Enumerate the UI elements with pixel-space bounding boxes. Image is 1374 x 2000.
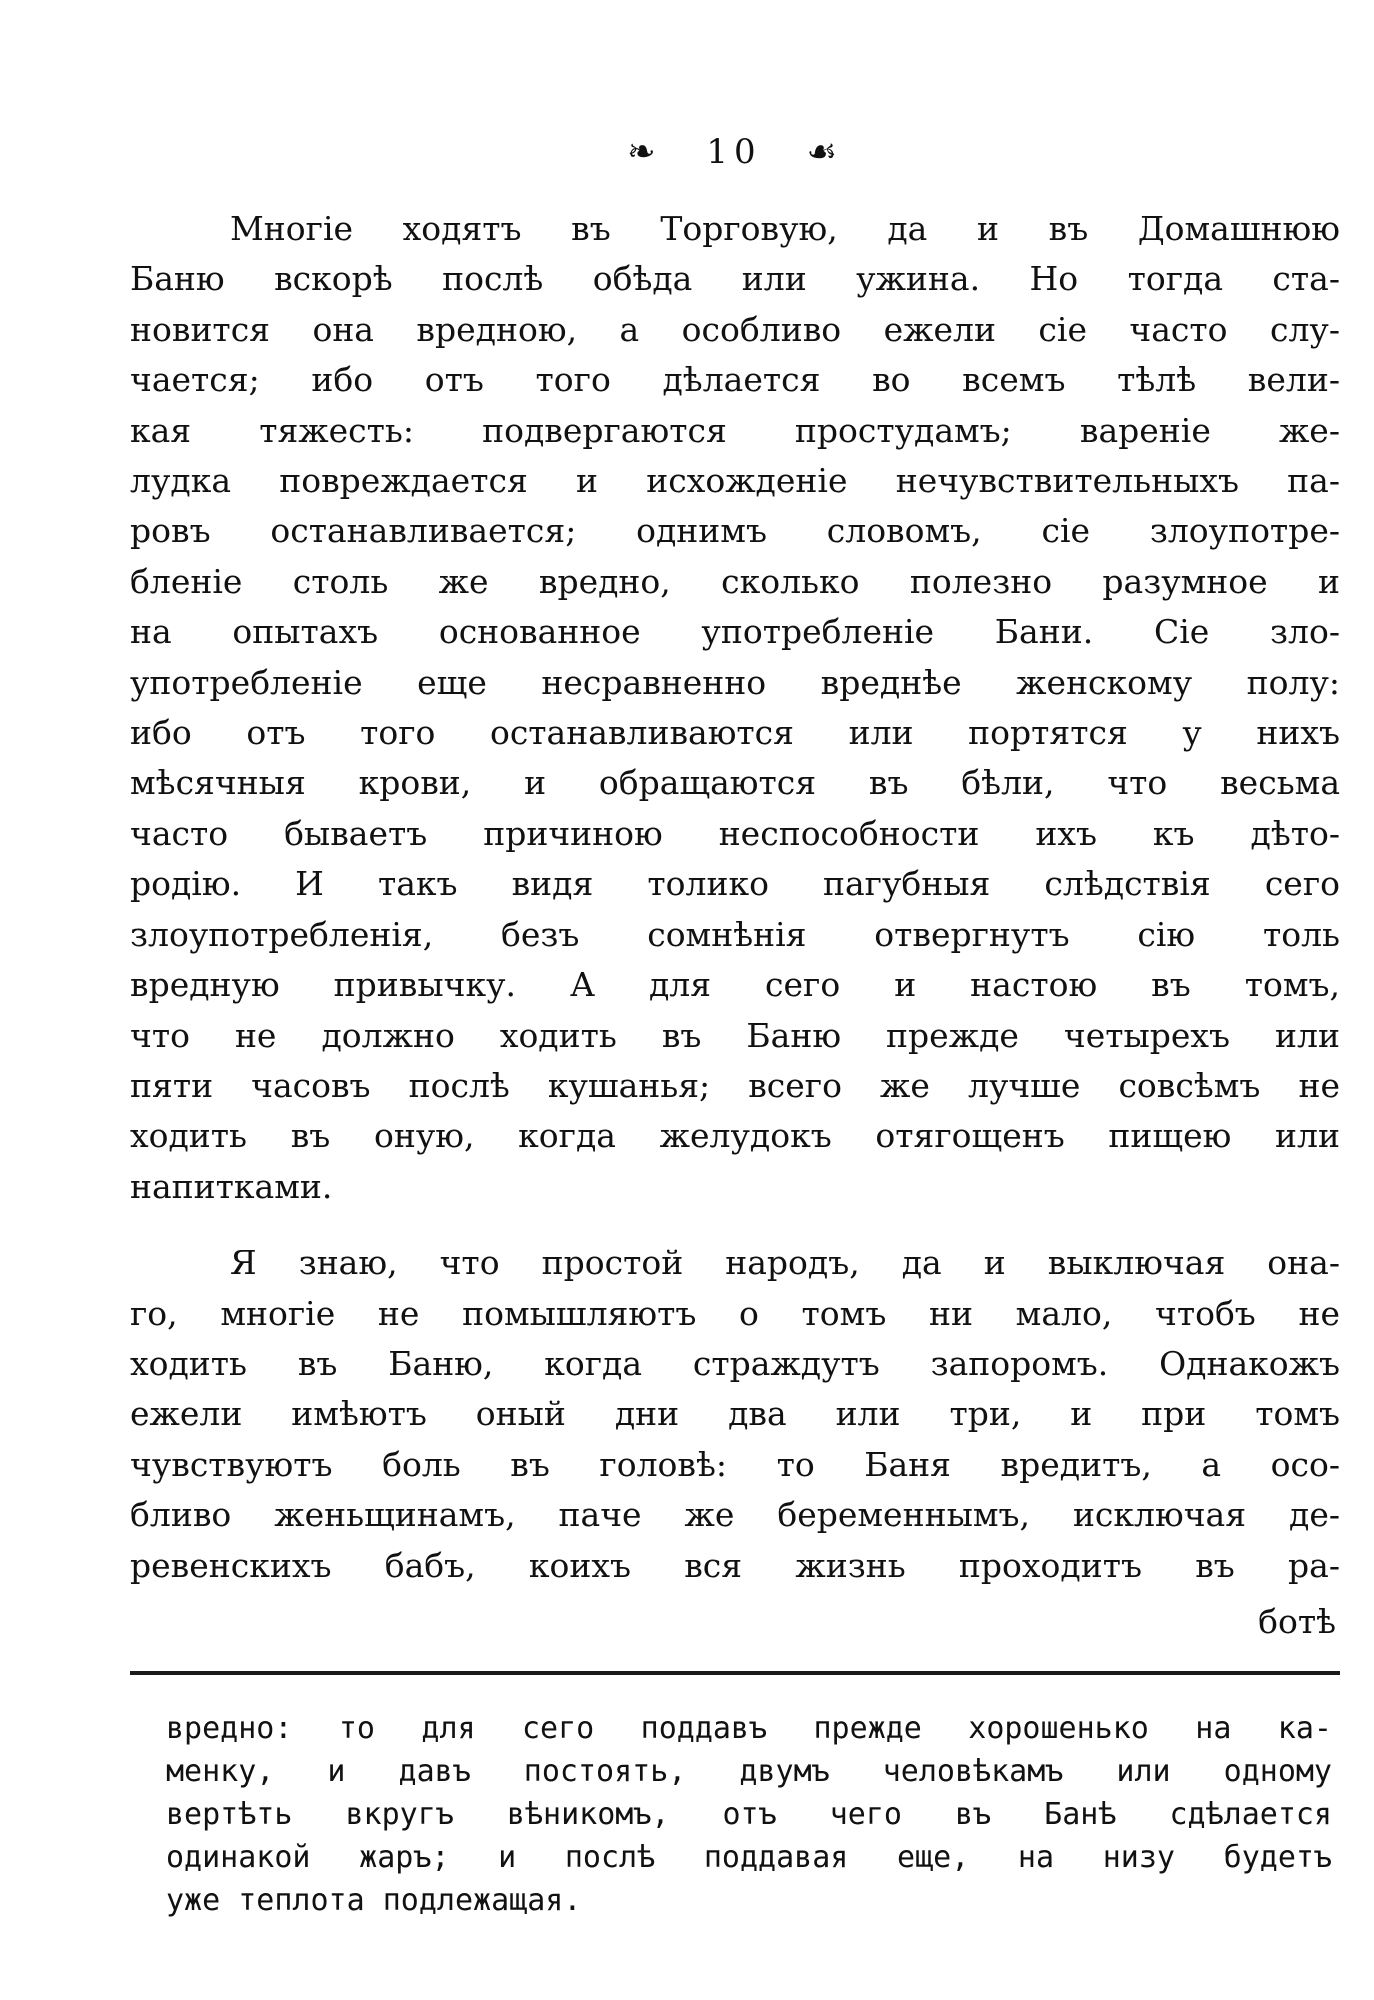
- footnote-line: менку, и давъ постоять, двумъ человѣкамъ или одному: [166, 1753, 1332, 1789]
- text-line: чувствуютъ боль въ головѣ: то Баня вредитъ, а осо-: [130, 1444, 1340, 1484]
- footnote-line: вертѣть вкругъ вѣникомъ, отъ чего въ Банѣ сдѣлается: [166, 1796, 1332, 1832]
- footnote-divider: [130, 1671, 1340, 1675]
- text-line: пяти часовъ послѣ кушанья; всего же лучше совсѣмъ не: [130, 1065, 1340, 1105]
- text-line: ходить въ оную, когда желудокъ отягощенъ пищею или: [130, 1116, 1340, 1156]
- text-line: лудка повреждается и исхожденіе нечувствительныхъ па-: [130, 461, 1340, 501]
- text-line: ходить въ Баню, когда страждутъ запоромъ. Однакожъ: [130, 1343, 1340, 1383]
- text-line: бленіе столь же вредно, сколько полезно разумное и: [130, 561, 1340, 601]
- text-line: часто бываетъ причиною неспособности ихъ къ дѣто-: [130, 813, 1340, 853]
- text-line: кая тяжесть: подвергаются простудамъ; вареніе же-: [130, 410, 1340, 450]
- text-line: употребленіе еще несравненно вреднѣе женскому полу:: [130, 662, 1340, 702]
- text-line: ревенскихъ бабъ, коихъ вся жизнь проходитъ въ ра-: [130, 1545, 1340, 1585]
- text-line: злоупотребленія, безъ сомнѣнія отвергнутъ сію толь: [130, 914, 1340, 954]
- footnote-line: одинакой жаръ; и послѣ поддавая еще, на низу будетъ: [166, 1839, 1332, 1875]
- text-line: бливо женьщинамъ, паче же беременнымъ, исключая де-: [130, 1495, 1340, 1535]
- paragraph-1: [130, 204, 1340, 1212]
- text-line: что не должно ходить въ Баню прежде четырехъ или: [130, 1015, 1340, 1055]
- book-page: [130, 110, 1340, 1970]
- text-line: ежели имѣютъ оный дни два или три, и при томъ: [130, 1394, 1340, 1434]
- text-line: ровъ останавливается; однимъ словомъ, сіе злоупотре-: [130, 511, 1340, 551]
- page-header: [130, 110, 1340, 190]
- text-line: Я знаю, что простой народъ, да и выключая она-: [230, 1243, 1340, 1283]
- text-line: новится она вредною, а особливо ежели сіе часто слу-: [130, 309, 1340, 349]
- footnote-line: уже теплота подлежащая.: [166, 1882, 582, 1918]
- text-line: мѣсячныя крови, и обращаются въ бѣли, что весьма: [130, 763, 1340, 803]
- left-ornament-icon: ❧: [627, 132, 662, 172]
- text-line: напитками.: [130, 1166, 333, 1206]
- footnote: [130, 1707, 1340, 1922]
- catchword: ботѣ: [1258, 1601, 1336, 1641]
- text-line: Многіе ходятъ въ Торговую, да и въ Домашнюю: [230, 209, 1340, 248]
- text-line: Баню вскорѣ послѣ обѣда или ужина. Но тогда ста-: [130, 259, 1340, 299]
- page-number: 10: [706, 132, 762, 172]
- right-ornament-icon: ☙: [806, 132, 843, 172]
- footnote-line: вредно: то для сего поддавъ прежде хорошенько на ка-: [166, 1710, 1332, 1746]
- text-line: го, многіе не помышляютъ о томъ ни мало, чтобъ не: [130, 1293, 1340, 1333]
- text-line: ибо отъ того останавливаются или портятся у нихъ: [130, 713, 1340, 753]
- text-line: на опытахъ основанное употребленіе Бани. Сіе зло-: [130, 612, 1340, 652]
- text-line: чается; ибо отъ того дѣлается во всемъ тѣлѣ вели-: [130, 360, 1340, 400]
- paragraph-2: [130, 1238, 1340, 1591]
- text-line: вредную привычку. А для сего и настою въ томъ,: [130, 965, 1340, 1005]
- text-line: родію. И такъ видя толико пагубныя слѣдствія сего: [130, 864, 1340, 904]
